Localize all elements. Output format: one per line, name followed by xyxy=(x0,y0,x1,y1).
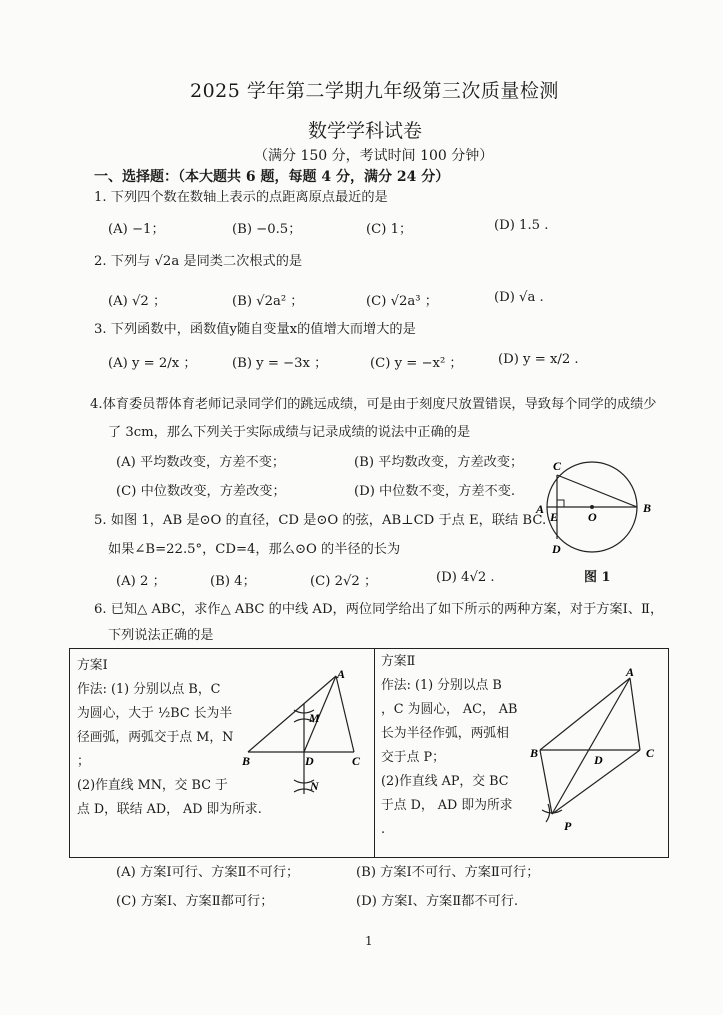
q1-option-c: (C) 1； xyxy=(366,222,413,237)
q3-option-b: (B) y = −3x ； xyxy=(232,356,328,371)
q2-option-c: (C) √2a³ ； xyxy=(366,294,438,309)
plan-2-line: . xyxy=(381,822,386,837)
plan-2-figure-label: C xyxy=(646,746,655,760)
plan-1-title: 方案Ⅰ xyxy=(77,658,108,673)
plan-1-line: 点 D，联结 AD， AD 即为所求. xyxy=(77,802,262,817)
q6-option-c: (C) 方案Ⅰ、方案Ⅱ都可行； xyxy=(116,894,274,909)
q1-stem: 1. 下列四个数在数轴上表示的点距离原点最近的是 xyxy=(94,190,388,205)
q5-option-c: (C) 2√2 ； xyxy=(310,574,378,589)
q3-option-c: (C) y = −x² ； xyxy=(370,356,463,371)
plan-1-figure xyxy=(236,664,372,804)
plan-1-figure-label: N xyxy=(310,779,319,793)
figure-1-label: E xyxy=(550,510,559,524)
q4-option-a: (A) 平均数改变，方差不变； xyxy=(116,455,286,470)
figure-1-label: C xyxy=(553,459,562,473)
q1-option-a: (A) −1； xyxy=(108,222,165,237)
plan-2-title: 方案Ⅱ xyxy=(381,654,416,669)
section-heading: 一、选择题：（本大题共 6 题，每题 4 分，满分 24 分） xyxy=(94,169,450,185)
plan-2-figure-label: P xyxy=(564,819,572,833)
figure-1-caption: 图 1 xyxy=(584,570,611,585)
figure-1-label: O xyxy=(588,510,597,524)
q4-option-d: (D) 中位数不变，方差不变. xyxy=(354,484,516,499)
figure-1-label: D xyxy=(552,542,561,556)
plan-2-figure-label: B xyxy=(530,746,539,760)
q5-option-b: (B) 4； xyxy=(210,574,256,589)
q5-option-d: (D) 4√2 . xyxy=(436,570,495,585)
q2-option-b: (B) √2a² ； xyxy=(232,294,304,309)
q2-stem: 2. 下列与 √2a 是同类二次根式的是 xyxy=(94,254,303,269)
plan-2-line: ，C 为圆心， AC， AB xyxy=(381,702,518,717)
q6-option-a: (A) 方案Ⅰ可行、方案Ⅱ不可行； xyxy=(116,865,300,880)
q5-option-a: (A) 2 ； xyxy=(116,574,166,589)
page-number: 1 xyxy=(365,934,373,948)
q4-option-c: (C) 中位数改变，方差改变； xyxy=(116,484,286,499)
q6-option-b: (B) 方案Ⅰ不可行、方案Ⅱ可行； xyxy=(356,865,540,880)
plan-1-line: (2)作直线 MN，交 BC 于 xyxy=(77,778,228,793)
q5-stem-line1: 5. 如图 1，AB 是⊙O 的直径，CD 是⊙O 的弦，AB⊥CD 于点 E，联结 BC. xyxy=(94,513,547,528)
q1-option-d: (D) 1.5 . xyxy=(494,218,549,233)
plan-2-text xyxy=(381,650,517,842)
plan-2-line: (2)作直线 AP，交 BC xyxy=(381,774,509,789)
q6-option-d: (D) 方案Ⅰ、方案Ⅱ都不可行. xyxy=(356,894,519,909)
plan-2-line: 交于点 P； xyxy=(381,750,445,765)
plan-2-figure-label: A xyxy=(626,665,635,679)
q4-stem-line1: 4.体育委员帮体育老师记录同学们的跳远成绩，可是由于刻度尺放置错误，导致每个同学的成绩少 xyxy=(90,397,657,412)
plan-1-line: ； xyxy=(77,754,90,769)
plan-1-figure-label: M xyxy=(309,711,320,725)
figure-1-label: B xyxy=(643,501,652,515)
plan-1-line: 为圆心，大于 ½BC 长为半 xyxy=(77,706,233,721)
q2-option-d: (D) √a . xyxy=(494,290,544,305)
plan-2-line: 作法: (1) 分别以点 B xyxy=(381,678,502,693)
q5-stem-line2: 如果∠B=22.5°，CD=4，那么⊙O 的半径的长为 xyxy=(108,542,401,557)
q3-option-d: (D) y = x/2 . xyxy=(498,352,579,367)
subject-title: 数学学科试卷 xyxy=(308,120,423,142)
q3-option-a: (A) y = 2/x ； xyxy=(108,356,197,371)
plan-2-figure-label: D xyxy=(594,753,603,767)
plan-1-figure-label: D xyxy=(305,754,314,768)
q4-stem-line2: 了 3cm，那么下列关于实际成绩与记录成绩的说法中正确的是 xyxy=(108,425,471,440)
plan-1-figure-label: C xyxy=(352,754,361,768)
plan-2-line: 于点 D， AD 即为所求 xyxy=(381,798,513,813)
q3-stem: 3. 下列函数中，函数值y随自变量x的值增大而增大的是 xyxy=(94,322,416,337)
exam-note: （满分 150 分，考试时间 100 分钟） xyxy=(254,148,494,164)
plan-1-line: 作法: (1) 分别以点 B，C xyxy=(77,682,221,697)
plan-1-line: 径画弧，两弧交于点 M，N xyxy=(77,730,234,745)
plan-2-figure xyxy=(522,664,662,834)
figure-1-label: A xyxy=(536,502,545,516)
q1-option-b: (B) −0.5； xyxy=(232,222,302,237)
q2-option-a: (A) √2 ； xyxy=(108,294,167,309)
plan-2-line: 长为半径作弧，两弧相 xyxy=(381,726,509,741)
q4-option-b: (B) 平均数改变，方差改变； xyxy=(354,455,524,470)
plan-1-figure-label: A xyxy=(337,667,346,681)
q6-stem-line1: 6. 已知△ ABC，求作△ ABC 的中线 AD，两位同学给出了如下所示的两种方案，对于方案Ⅰ、Ⅱ， xyxy=(94,602,664,617)
plans-divider xyxy=(374,648,375,857)
q6-stem-line2: 下列说法正确的是 xyxy=(108,628,214,643)
plan-1-figure-label: B xyxy=(242,754,251,768)
plan-1-text xyxy=(77,654,262,822)
exam-title: 2025 学年第二学期九年级第三次质量检测 xyxy=(190,80,559,102)
